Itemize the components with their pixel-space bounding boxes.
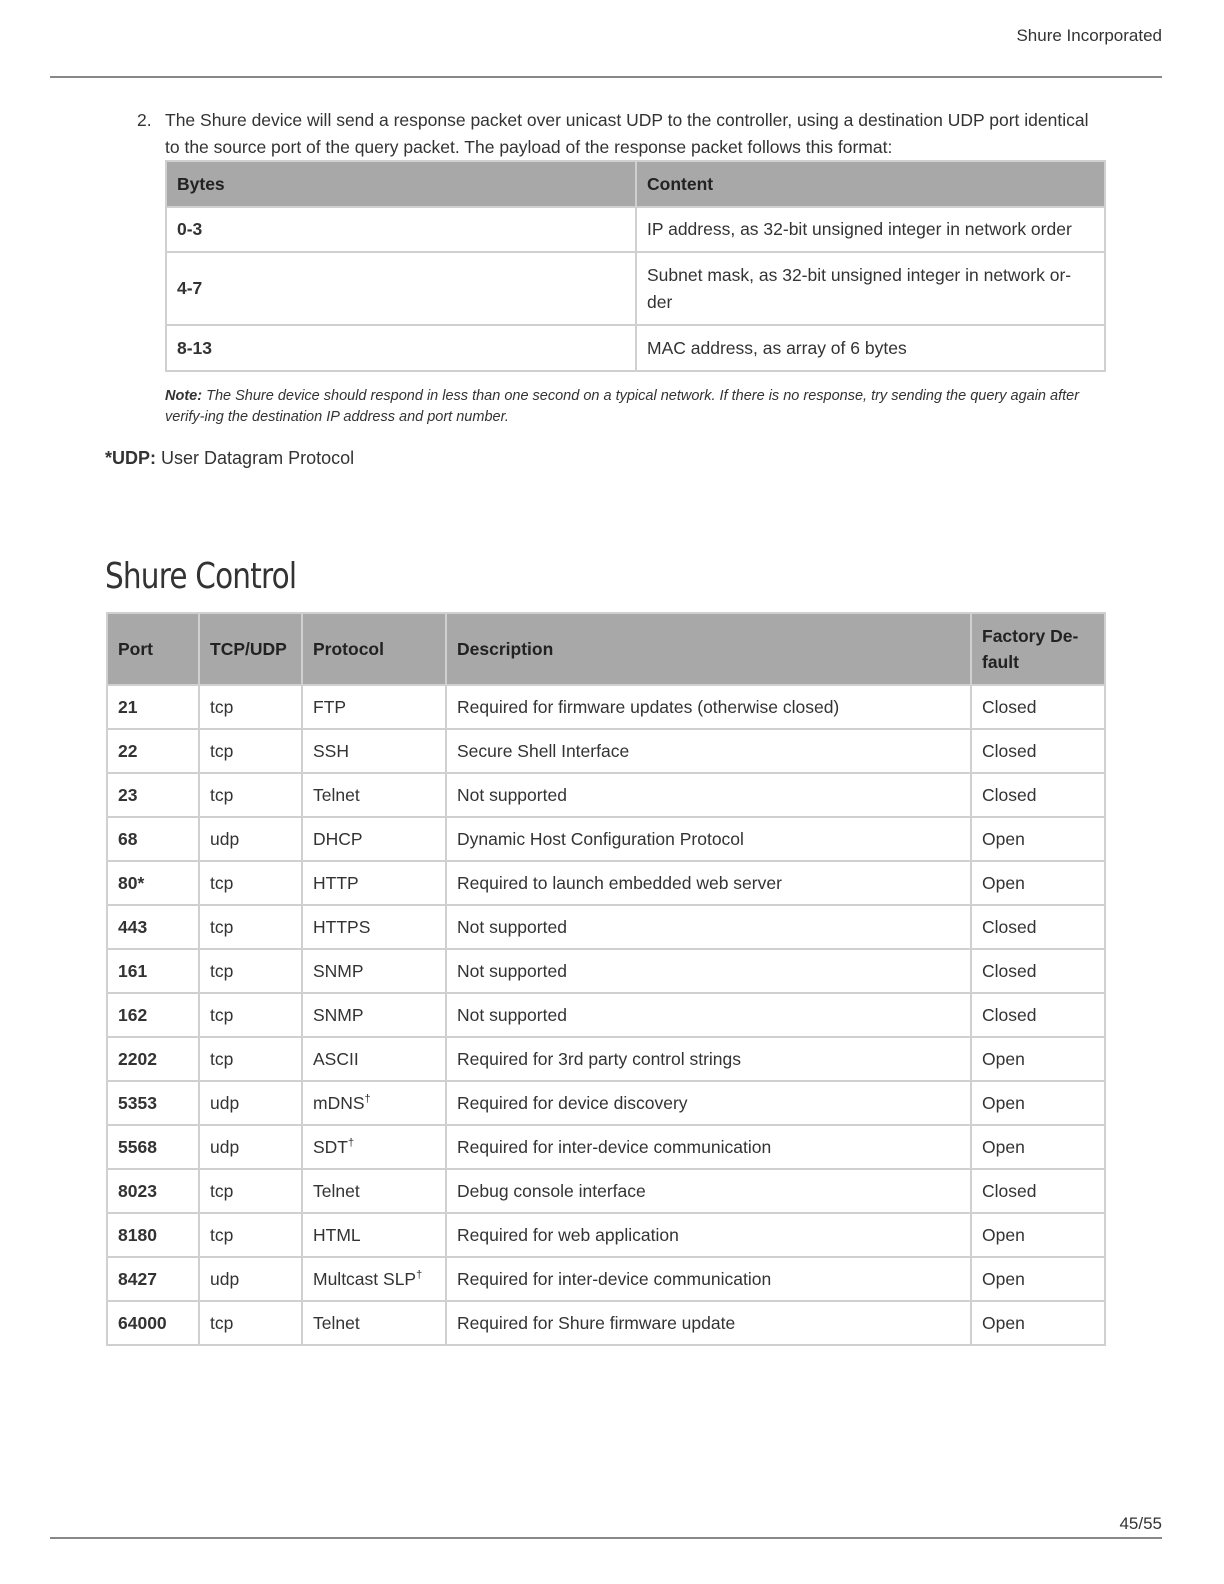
factory-default-cell: [971, 949, 1105, 993]
factory-default-cell: [971, 1169, 1105, 1213]
port-cell-text: 5353: [118, 1092, 157, 1113]
transport-cell: [199, 685, 302, 729]
protocol-cell: [302, 1169, 446, 1213]
transport-cell-text: tcp: [210, 784, 234, 805]
table-row: [107, 905, 1105, 949]
table-row: [107, 993, 1105, 1037]
factory-default-cell-text: Closed: [982, 740, 1037, 761]
factory-default-cell: [971, 1125, 1105, 1169]
port-cell-text: 22: [118, 740, 138, 761]
page-header-company: Shure Incorporated: [1016, 26, 1162, 45]
table-row: [107, 1213, 1105, 1257]
protocol-cell-text: FTP: [313, 696, 347, 717]
table-row: [107, 1081, 1105, 1125]
description-cell: [446, 1257, 971, 1301]
description-cell-text: Required for inter-device communication: [457, 1268, 772, 1289]
factory-default-cell-text: Closed: [982, 960, 1037, 981]
description-cell: [446, 1169, 971, 1213]
transport-cell-text: tcp: [210, 1048, 234, 1069]
description-cell: [446, 1037, 971, 1081]
port-cell-text: 8180: [118, 1224, 157, 1245]
transport-cell-text: tcp: [210, 740, 234, 761]
protocol-cell: [302, 1081, 446, 1125]
description-cell-text: Required for device discovery: [457, 1092, 688, 1113]
transport-cell: [199, 1257, 302, 1301]
column-header-content: Content: [636, 161, 1105, 207]
table-row: [107, 1257, 1105, 1301]
port-cell-text: 162: [118, 1004, 148, 1025]
step-text: The Shure device will send a response packet over unicast UDP to the controller, using a destination UDP port identical to the source port of the query packet. The payload of the response packet follows this format:: [165, 110, 1089, 157]
port-cell-text: 443: [118, 916, 148, 937]
port-cell-text: 68: [118, 828, 138, 849]
factory-default-cell-text: Closed: [982, 916, 1037, 937]
section-title: Shure Control: [105, 556, 297, 597]
transport-cell-text: udp: [210, 1092, 240, 1113]
content-cell: MAC address, as array of 6 bytes: [636, 325, 1105, 371]
description-cell-text: Required for firmware updates (otherwise closed): [457, 696, 840, 717]
port-cell-text: 23: [118, 784, 138, 805]
transport-cell-text: udp: [210, 1136, 240, 1157]
port-cell: [107, 1169, 199, 1213]
table-row: [107, 1301, 1105, 1345]
column-header-transport: TCP/UDP: [199, 613, 302, 685]
column-header-description: Description: [446, 613, 971, 685]
table-row: [166, 207, 1105, 252]
transport-cell-text: tcp: [210, 916, 234, 937]
protocol-cell-text: HTML: [313, 1224, 361, 1245]
transport-cell: [199, 773, 302, 817]
response-payload-table: [165, 160, 1106, 372]
protocol-cell-text: Multcast SLP: [313, 1268, 417, 1289]
transport-cell: [199, 1301, 302, 1345]
port-cell: [107, 949, 199, 993]
factory-default-cell-text: Open: [982, 1048, 1025, 1069]
description-cell-text: Dynamic Host Configuration Protocol: [457, 828, 744, 849]
description-cell-text: Not supported: [457, 916, 567, 937]
factory-default-cell: [971, 773, 1105, 817]
content-cell: IP address, as 32-bit unsigned integer in network order: [636, 207, 1105, 252]
description-cell-text: Required for web application: [457, 1224, 679, 1245]
protocol-cell-text: SNMP: [313, 960, 364, 981]
bytes-cell: 8-13: [166, 325, 636, 371]
protocol-cell: [302, 1037, 446, 1081]
factory-default-cell: [971, 1257, 1105, 1301]
content-cell: Subnet mask, as 32-bit unsigned integer in network or-der: [636, 252, 1105, 325]
protocol-cell-text: ASCII: [313, 1048, 359, 1069]
description-cell: [446, 1301, 971, 1345]
transport-cell: [199, 861, 302, 905]
transport-cell: [199, 1213, 302, 1257]
factory-default-cell-text: Open: [982, 872, 1025, 893]
transport-cell: [199, 949, 302, 993]
description-cell: [446, 685, 971, 729]
description-cell: [446, 1125, 971, 1169]
factory-default-cell-text: Closed: [982, 696, 1037, 717]
footnote-label: *UDP:: [105, 448, 157, 468]
description-cell-text: Not supported: [457, 960, 567, 981]
table-row: [107, 1037, 1105, 1081]
transport-cell-text: udp: [210, 1268, 240, 1289]
description-cell-text: Not supported: [457, 784, 567, 805]
protocol-cell: [302, 1257, 446, 1301]
transport-cell-text: tcp: [210, 960, 234, 981]
dagger-mark: †: [364, 1092, 371, 1105]
port-cell: [107, 993, 199, 1037]
protocol-cell: [302, 949, 446, 993]
factory-default-cell-text: Closed: [982, 1180, 1037, 1201]
factory-default-cell: [971, 905, 1105, 949]
table-row: [107, 949, 1105, 993]
step-2: [137, 107, 1107, 160]
factory-default-cell: [971, 861, 1105, 905]
column-header-port: Port: [107, 613, 199, 685]
description-cell: [446, 861, 971, 905]
port-cell: [107, 817, 199, 861]
factory-default-cell-text: Open: [982, 1224, 1025, 1245]
table-row: [107, 685, 1105, 729]
port-cell: [107, 861, 199, 905]
port-cell: [107, 1257, 199, 1301]
protocol-cell: [302, 685, 446, 729]
factory-default-cell: [971, 685, 1105, 729]
protocol-cell-text: mDNS: [313, 1092, 365, 1113]
port-cell: [107, 1213, 199, 1257]
factory-default-cell: [971, 729, 1105, 773]
ports-table: [106, 612, 1106, 1346]
column-header-protocol: Protocol: [302, 613, 446, 685]
factory-default-cell: [971, 1081, 1105, 1125]
column-header-bytes: Bytes: [166, 161, 636, 207]
transport-cell: [199, 729, 302, 773]
footnote-text: User Datagram Protocol: [161, 448, 355, 468]
protocol-cell-text: Telnet: [313, 1312, 360, 1333]
transport-cell-text: tcp: [210, 1004, 234, 1025]
protocol-cell: [302, 729, 446, 773]
description-cell-text: Required to launch embedded web server: [457, 872, 782, 893]
protocol-cell: [302, 1125, 446, 1169]
protocol-cell-text: Telnet: [313, 1180, 360, 1201]
page-number: 45/55: [1119, 1514, 1162, 1533]
description-cell: [446, 905, 971, 949]
description-cell: [446, 817, 971, 861]
transport-cell: [199, 993, 302, 1037]
port-cell-text: 8427: [118, 1268, 157, 1289]
factory-default-cell-text: Open: [982, 828, 1025, 849]
transport-cell-text: tcp: [210, 872, 234, 893]
port-cell-text: 8023: [118, 1180, 157, 1201]
description-cell: [446, 1213, 971, 1257]
transport-cell: [199, 817, 302, 861]
transport-cell-text: tcp: [210, 1224, 234, 1245]
description-cell-text: Required for inter-device communication: [457, 1136, 772, 1157]
transport-cell-text: tcp: [210, 696, 234, 717]
port-cell: [107, 685, 199, 729]
description-cell: [446, 1081, 971, 1125]
table-row: [107, 817, 1105, 861]
factory-default-cell: [971, 817, 1105, 861]
port-cell: [107, 905, 199, 949]
factory-default-cell-text: Closed: [982, 1004, 1037, 1025]
protocol-cell-text: SSH: [313, 740, 349, 761]
protocol-cell: [302, 1301, 446, 1345]
port-cell: [107, 1081, 199, 1125]
protocol-cell: [302, 861, 446, 905]
port-cell-text: 161: [118, 960, 148, 981]
transport-cell-text: udp: [210, 828, 240, 849]
header-divider: [50, 76, 1162, 78]
factory-default-cell: [971, 993, 1105, 1037]
note-label: Note:: [165, 388, 203, 404]
factory-default-cell-text: Open: [982, 1092, 1025, 1113]
bytes-cell: 4-7: [166, 252, 636, 325]
protocol-cell-text: SDT: [313, 1136, 348, 1157]
transport-cell: [199, 1081, 302, 1125]
bytes-cell: 0-3: [166, 207, 636, 252]
table-row: [107, 773, 1105, 817]
factory-default-cell: [971, 1213, 1105, 1257]
table-row: [107, 1125, 1105, 1169]
table-row: [107, 729, 1105, 773]
description-cell-text: Required for Shure firmware update: [457, 1312, 736, 1333]
note: [165, 386, 1110, 428]
transport-cell: [199, 905, 302, 949]
transport-cell: [199, 1125, 302, 1169]
protocol-cell-text: Telnet: [313, 784, 360, 805]
protocol-cell-text: HTTP: [313, 872, 359, 893]
port-cell: [107, 729, 199, 773]
table-row: [107, 861, 1105, 905]
port-cell-text: 5568: [118, 1136, 157, 1157]
protocol-cell: [302, 905, 446, 949]
factory-default-cell-text: Open: [982, 1268, 1025, 1289]
port-cell-text: 80*: [118, 872, 145, 893]
protocol-cell: [302, 773, 446, 817]
port-cell: [107, 1301, 199, 1345]
port-cell: [107, 773, 199, 817]
factory-default-cell-text: Closed: [982, 784, 1037, 805]
protocol-cell-text: SNMP: [313, 1004, 364, 1025]
factory-default-cell: [971, 1301, 1105, 1345]
description-cell-text: Not supported: [457, 1004, 567, 1025]
description-cell: [446, 773, 971, 817]
protocol-cell: [302, 817, 446, 861]
description-cell: [446, 993, 971, 1037]
port-cell: [107, 1125, 199, 1169]
table-header-row: [166, 161, 1105, 207]
port-cell-text: 64000: [118, 1312, 167, 1333]
dagger-mark: †: [348, 1136, 355, 1149]
protocol-cell: [302, 993, 446, 1037]
note-text: The Shure device should respond in less than one second on a typical network. If there is no response, try sending the query again after verify-ing the destination IP address and port number.: [165, 388, 1080, 425]
table-row: [107, 1169, 1105, 1213]
footer-divider: [50, 1537, 1162, 1539]
step-number: 2.: [137, 110, 152, 130]
table-header-row: [107, 613, 1105, 685]
port-cell-text: 21: [118, 696, 138, 717]
factory-default-cell-text: Open: [982, 1312, 1025, 1333]
protocol-cell-text: HTTPS: [313, 916, 371, 937]
transport-cell: [199, 1169, 302, 1213]
transport-cell-text: tcp: [210, 1312, 234, 1333]
table-row: [166, 325, 1105, 371]
dagger-mark: †: [416, 1268, 423, 1281]
port-cell-text: 2202: [118, 1048, 157, 1069]
protocol-cell-text: DHCP: [313, 828, 363, 849]
factory-default-cell-text: Open: [982, 1136, 1025, 1157]
description-cell: [446, 729, 971, 773]
transport-cell: [199, 1037, 302, 1081]
footnote-udp: [105, 448, 354, 469]
description-cell-text: Secure Shell Interface: [457, 740, 630, 761]
ports-table-body: [107, 685, 1105, 1345]
column-header-factory-default: Factory De-fault: [971, 613, 1105, 685]
transport-cell-text: tcp: [210, 1180, 234, 1201]
description-cell: [446, 949, 971, 993]
factory-default-cell: [971, 1037, 1105, 1081]
port-cell: [107, 1037, 199, 1081]
protocol-cell: [302, 1213, 446, 1257]
description-cell-text: Required for 3rd party control strings: [457, 1048, 742, 1069]
table-row: [166, 252, 1105, 325]
description-cell-text: Debug console interface: [457, 1180, 646, 1201]
